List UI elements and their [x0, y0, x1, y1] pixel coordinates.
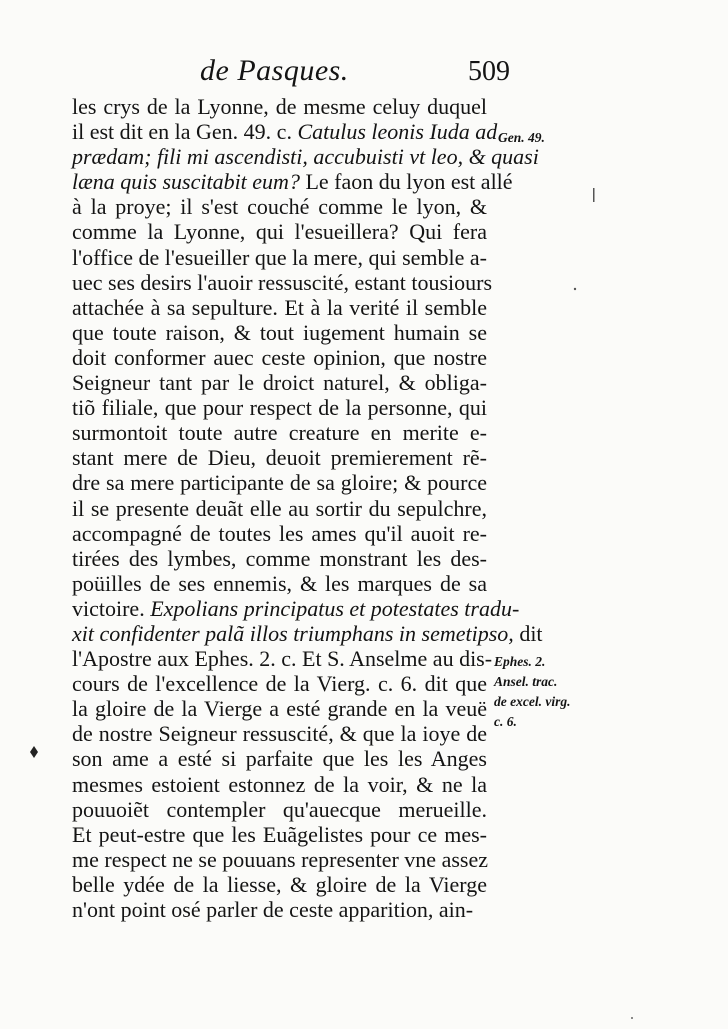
- page-number: 509: [468, 56, 510, 87]
- latin-quote: Expolians principatus et potestates tradu-: [150, 595, 520, 621]
- speck-mark: [593, 188, 595, 202]
- text-segment: comme la Lyonne, qui l'esueillera? Qui fera: [72, 219, 487, 245]
- text-segment: n'ont point osé parler de ceste apparition, ain-: [72, 897, 474, 922]
- text-segment: victoire.: [72, 595, 151, 621]
- text-segment: Seigneur tant par le droict naturel, & obliga-: [72, 370, 487, 396]
- running-title: de Pasques.: [200, 54, 349, 87]
- text-segment: l'Apostre aux Ephes. 2. c. Et S. Anselme au dis-: [72, 646, 493, 672]
- text-segment: dit: [513, 620, 543, 646]
- text-segment: belle ydée de la liesse, & gloire de la Vierge: [72, 871, 487, 897]
- text-segment: surmontoit toute autre creature en merite e-: [72, 420, 487, 446]
- latin-quote: xit confidenter palã illos triumphans in semetipso,: [72, 620, 514, 646]
- text-segment: mesmes estoient estonnez de la voir, & ne la: [72, 771, 487, 797]
- text-segment: attachée à sa sepulture. Et à la verité il semble: [72, 294, 487, 320]
- margin-note-line: Gen. 49.: [498, 130, 545, 145]
- latin-quote: Catulus leonis Iuda ad: [297, 119, 498, 145]
- text-segment: de nostre Seigneur ressuscité, & que la ioye de: [72, 721, 487, 747]
- text-segment: pouuoiẽt contempler qu'auecque merueille.: [72, 796, 487, 822]
- text-segment: accompagné de toutes les ames qu'il auoit re-: [72, 520, 487, 546]
- text-segment: poüilles de ses ennemis, & les marques de sa: [72, 570, 487, 596]
- text-segment: doit conformer auec ceste opinion, que nostre: [72, 344, 487, 370]
- text-segment: Et peut-estre que les Euãgelistes pour ce mes-: [72, 821, 487, 847]
- speck-mark: [631, 1017, 633, 1019]
- text-segment: il est dit en la Gen. 49. c.: [72, 119, 298, 145]
- margin-note-line: c. 6.: [494, 714, 517, 729]
- text-segment: l'office de l'esueiller que la mere, qui semble a-: [72, 244, 487, 270]
- text-segment: Le faon du lyon est allé: [299, 169, 513, 195]
- margin-note-line: Ephes. 2.: [494, 654, 546, 669]
- speck-mark: [30, 746, 38, 758]
- latin-quote: prædam; fili mi ascendisti, accubuisti vt leo, & quasi: [72, 144, 539, 170]
- text-segment: tiõ filiale, que pour respect de la personne, qui: [72, 395, 487, 421]
- margin-note-line: de excel. virg.: [494, 694, 571, 709]
- text-segment: stant mere de Dieu, deuoit premierement rẽ-: [72, 445, 487, 471]
- latin-quote: læna quis suscitabit eum?: [72, 169, 300, 195]
- text-segment: il se presente deuãt elle au sortir du sepulchre,: [72, 495, 487, 521]
- text-segment: que toute raison, & tout iugement humain se: [72, 319, 487, 345]
- text-segment: la gloire de la Vierge a esté grande en la veuë: [72, 696, 487, 722]
- text-segment: les crys de la Lyonne, de mesme celuy duquel: [72, 94, 487, 119]
- margin-note-line: Ansel. trac.: [494, 674, 558, 689]
- text-segment: dre sa mere participante de sa gloire; & pource: [72, 470, 487, 496]
- text-segment: me respect ne se pouuans representer vne assez: [72, 846, 488, 872]
- text-segment: son ame a esté si parfaite que les les Anges: [72, 746, 487, 772]
- text-segment: tirées des lymbes, comme monstrant les des-: [72, 545, 487, 571]
- text-segment: uec ses desirs l'auoir ressuscité, estant tousiours: [72, 269, 493, 295]
- text-segment: cours de l'excellence de la Vierg. c. 6. dit que: [72, 671, 487, 697]
- speck-mark: [574, 288, 576, 290]
- text-segment: à la proye; il s'est couché comme le lyon, &: [72, 194, 487, 220]
